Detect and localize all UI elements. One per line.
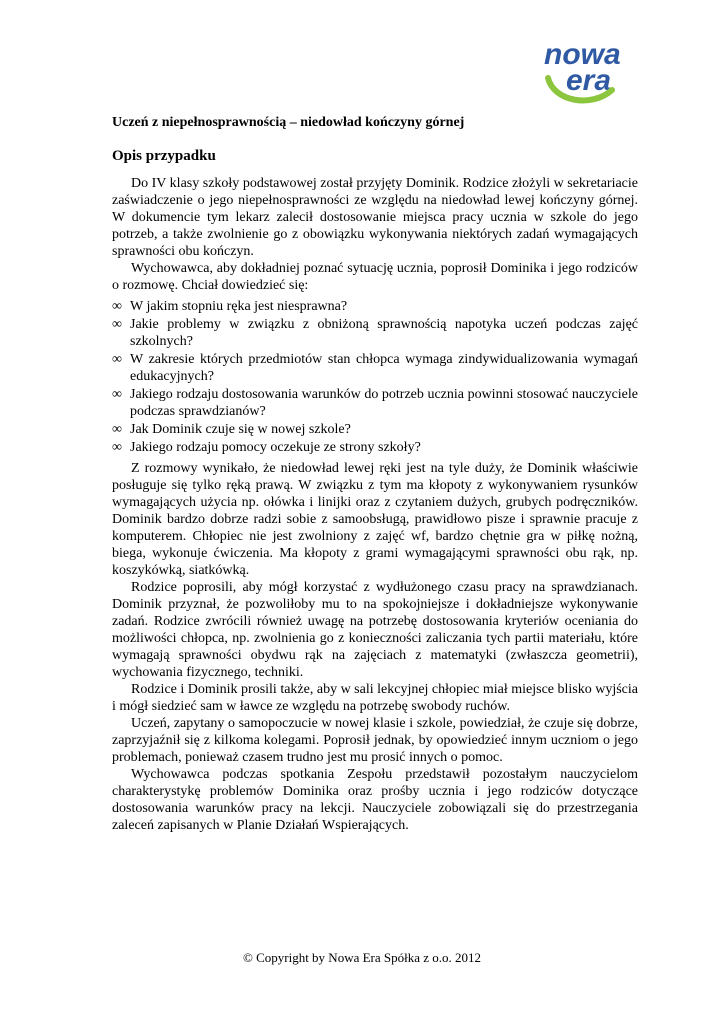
question-text: Jakie problemy w związku z obniżoną sprawnością napotyka uczeń podczas zajęć szkolnych?: [130, 317, 638, 349]
question-text: W jakim stopniu ręka jest niesprawna?: [130, 299, 348, 314]
copyright-footer: © Copyright by Nowa Era Spółka z o.o. 2012: [242, 950, 482, 965]
infinity-bullet-icon: ∞: [112, 299, 122, 314]
infinity-bullet-icon: ∞: [112, 422, 122, 437]
list-item: [112, 351, 638, 385]
infinity-bullet-icon: ∞: [112, 352, 122, 367]
list-item: [112, 439, 638, 456]
question-text: Jak Dominik czuje się w nowej szkole?: [130, 422, 351, 437]
question-text: Jakiego rodzaju pomocy oczekuje ze strony szkoły?: [130, 440, 421, 455]
nowa-era-logo-graphic: [540, 36, 640, 108]
logo-word-era: era: [566, 64, 612, 97]
paragraph: Rodzice i Dominik prosili także, aby w sali lekcyjnej chłopiec miał miejsce blisko wyjścia i mógł siedzieć sam w ławce ze względu na potrzebę swobody ruchów.: [112, 682, 638, 714]
paragraph: Do IV klasy szkoły podstawowej został przyjęty Dominik. Rodzice złożyli w sekretariacie zaświadczenie o jego niepełnosprawności ze względu na niedowład lewej kończyny górnej. W dokumencie tym lekarz zalecił dostosowanie miejsca pracy ucznia w szkole do jego potrzeb, a także zwolnienie go z obowiązku wykonywania niektórych zadań wymagających sprawności obu kończyn.: [112, 176, 638, 259]
paragraph: Rodzice poprosili, aby mógł korzystać z wydłużonego czasu pracy na sprawdzianach. Dominik przyznał, że pozwoliłoby mu to na spokojniejsze i dokładniejsze wykonywanie zadań. Rodzice zwrócili również uwagę na potrzebę dostosowania kryteriów oceniania do możliwości chłopca, np. zwolnienia go z konieczności zaliczania tych partii materiału, które wymagają sprawności obydwu rąk na zajęciach z matematyki (zwłaszcza geometrii), wychowania fizycznego, techniki.: [112, 580, 638, 680]
paragraph: Z rozmowy wynikało, że niedowład lewej ręki jest na tyle duży, że Dominik właściwie posługuje się tylko ręką prawą. W związku z tym ma kłopoty z wykonywaniem rysunków wymagających użycia np. ołówka i linijki oraz z czytaniem dużych, grubych podręczników. Dominik bardzo dobrze radzi sobie z samoobsługą, prawidłowo pisze i sprawnie pracuje z komputerem. Chłopiec nie jest zwolniony z zajęć wf, bardzo chętnie gra w piłkę nożną, biega, wykonuje ćwiczenia. Ma kłopoty z grami wymagającymi sprawności obu rąk, np. koszykówką, siatkówką.: [112, 461, 638, 578]
list-item: [112, 386, 638, 420]
logo-word-nowa: nowa: [544, 38, 621, 71]
questions-list: [112, 298, 638, 456]
paragraph: Wychowawca podczas spotkania Zespołu przedstawił pozostałym nauczycielom charakterystykę problemów Dominika oraz prośby ucznia i jego rodziców dotyczące dostosowania warunków pracy na lekcji. Nauczyciele zobowiązali się do przestrzegania zaleceń zapisanych w Planie Działań Wspierających.: [112, 767, 638, 833]
question-text: W zakresie których przedmiotów stan chłopca wymaga zindywidualizowania wymagań edukacyjnych?: [130, 352, 638, 384]
infinity-bullet-icon: ∞: [112, 317, 122, 332]
paragraph: Uczeń, zapytany o samopoczucie w nowej klasie i szkole, powiedział, że czuje się dobrze, zaprzyjaźnił się z kilkoma kolegami. Poprosił jednak, by opowiedzieć innym uczniom o jego problemach, ponieważ czasem trudno jest mu prosić innych o pomoc.: [112, 716, 638, 765]
infinity-bullet-icon: ∞: [112, 387, 122, 402]
section-heading: Opis przypadku: [112, 148, 216, 164]
question-text: Jakiego rodzaju dostosowania warunków do potrzeb ucznia powinni stosować nauczyciele podczas sprawdzianów?: [130, 387, 638, 419]
document-title: Uczeń z niepełnosprawnością – niedowład kończyny górnej: [112, 115, 465, 130]
nowa-era-logo: [540, 36, 640, 108]
list-item: [112, 298, 638, 315]
document-body: [112, 114, 638, 834]
infinity-bullet-icon: ∞: [112, 440, 122, 455]
list-item: [112, 421, 638, 438]
list-item: [112, 316, 638, 350]
paragraph: Wychowawca, aby dokładniej poznać sytuację ucznia, poprosił Dominika i jego rodziców o rozmowę. Chciał dowiedzieć się:: [112, 261, 638, 293]
